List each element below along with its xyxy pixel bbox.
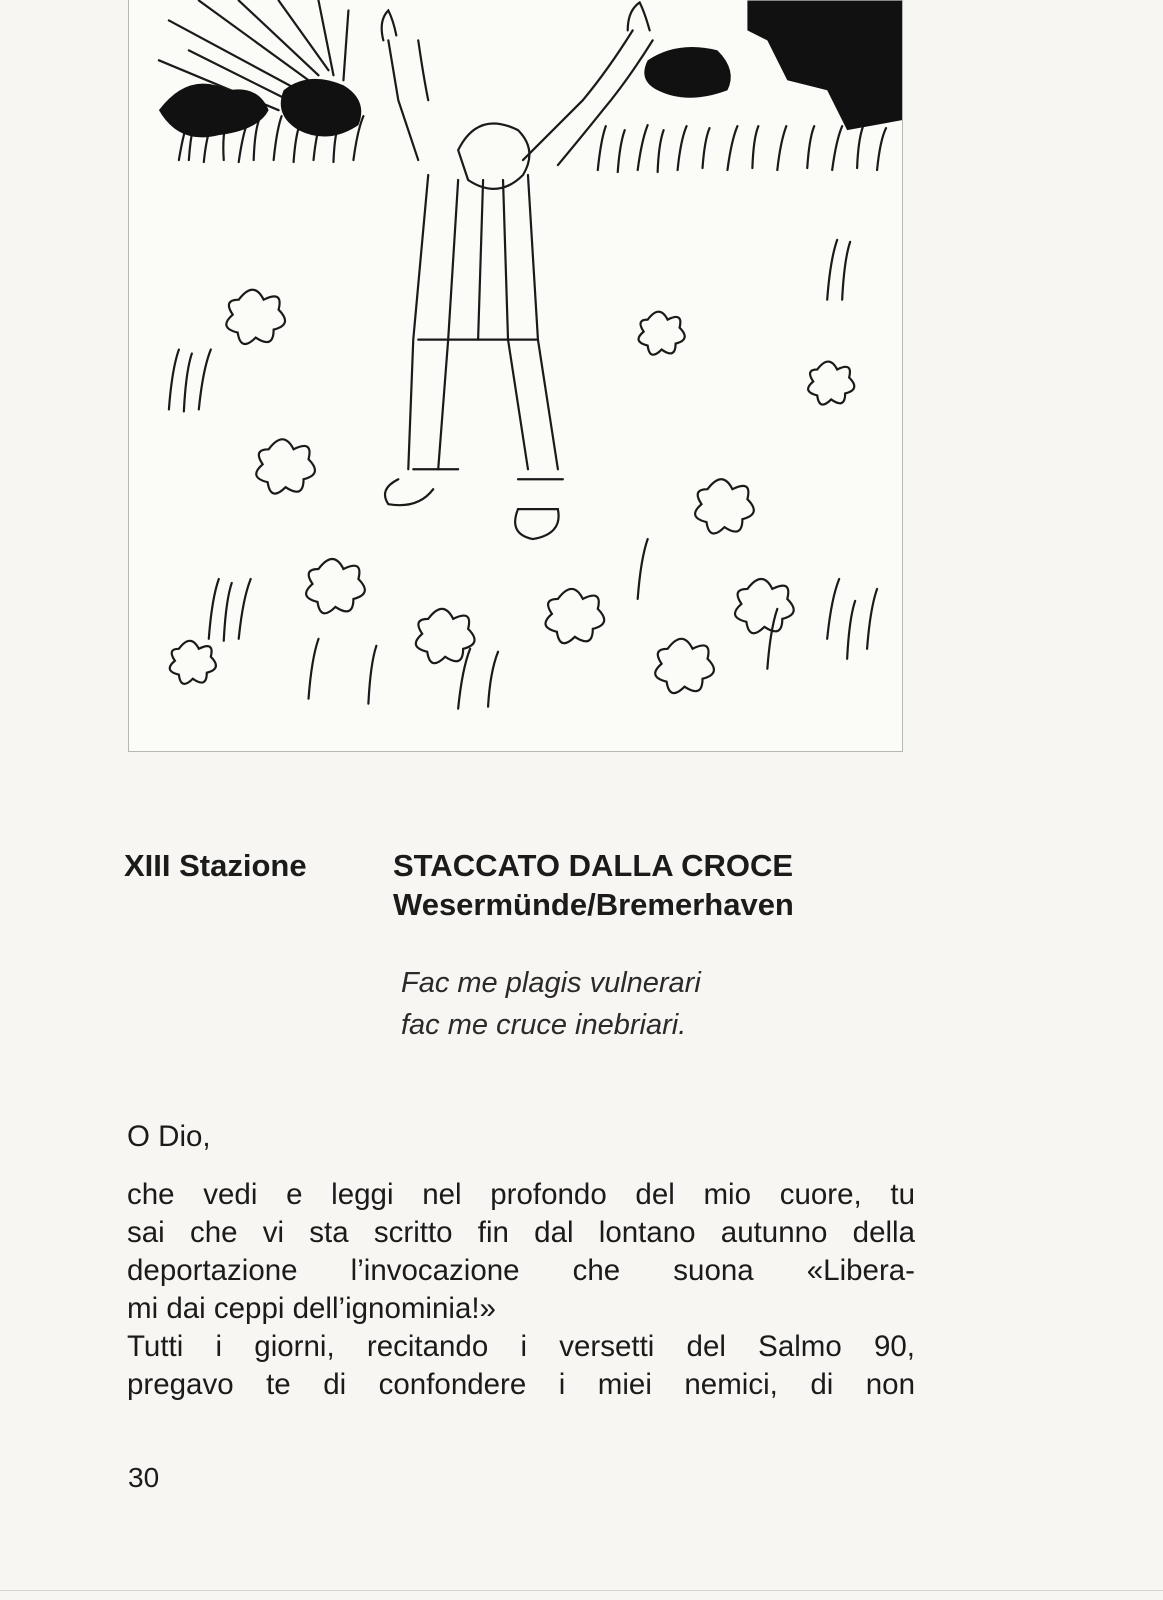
text-line: che vedi e leggi nel profondo del mio cuore, tu (127, 1178, 915, 1211)
verse-line: Fac me plagis vulnerari (401, 967, 701, 999)
station-title: STACCATO DALLA CROCE (393, 848, 794, 883)
latin-verse (401, 962, 701, 1046)
text-line: pregavo te di confondere i miei nemici, di non (127, 1368, 915, 1401)
text-line: deportazione l’invocazione che suona «Libera- (127, 1254, 915, 1287)
text-line: Tutti i giorni, recitando i versetti del Salmo 90, (127, 1330, 915, 1363)
page-edge-divider (0, 1590, 1163, 1591)
illustration (128, 0, 903, 752)
man-in-flower-meadow-illustration (129, 0, 902, 751)
verse-line: fac me cruce inebriari. (401, 1009, 687, 1041)
prayer-text (127, 1118, 915, 1404)
salutation: O Dio, (127, 1120, 211, 1153)
station-number: XIII Stazione (124, 848, 307, 883)
page-number: 30 (128, 1462, 160, 1493)
text-line: sai che vi sta scritto fin dal lontano autunno della (127, 1216, 915, 1249)
prayer-paragraph (127, 1176, 915, 1404)
text-line: mi dai ceppi dell’ignominia!» (127, 1292, 496, 1325)
station-place: Wesermünde/Bremerhaven (393, 887, 794, 922)
